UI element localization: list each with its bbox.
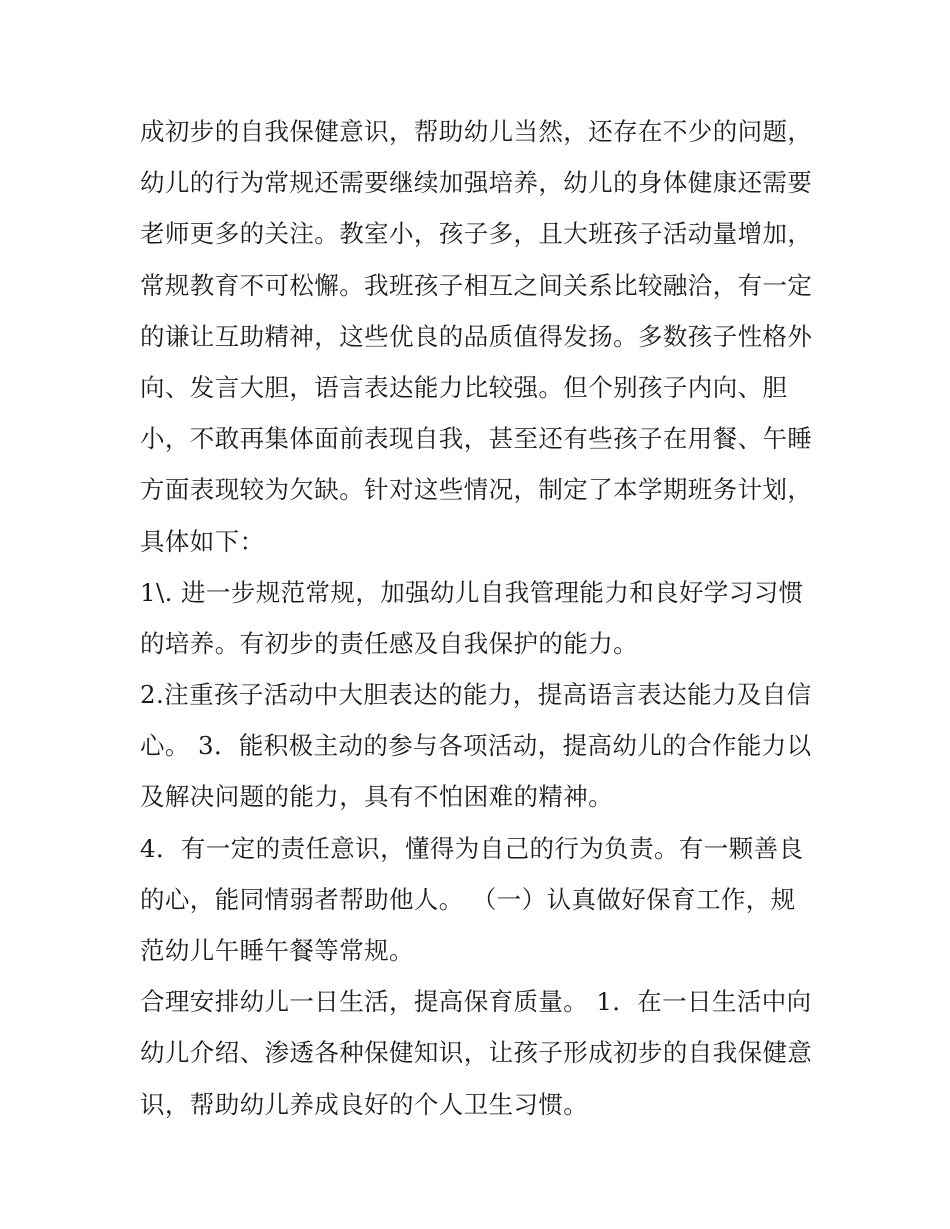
text-line: 范幼儿午睡午餐等常规。 xyxy=(140,936,414,965)
text-line: 老师更多的关注。教室小，孩子多，且大班孩子活动量增加， xyxy=(140,219,813,249)
text-line: 的心，能同情弱者帮助他人。 （一）认真做好保育工作，规 xyxy=(140,884,796,914)
text-line: 向、发言大胆，语言表达能力比较强。但个别孩子内向、胆 xyxy=(140,372,788,402)
text-line: 心。 3．能积极主动的参与各项活动，提高幼儿的合作能力以 xyxy=(140,731,812,761)
text-line: 成初步的自我保健意识，帮助幼儿当然，还存在不少的问题， xyxy=(140,117,813,146)
text-line: 的培养。有初步的责任感及自我保护的能力。 xyxy=(140,628,638,658)
text-line: 及解决问题的能力，具有不怕困难的精神。 xyxy=(140,782,614,812)
document-body xyxy=(140,106,820,1130)
text-line: 幼儿介绍、渗透各种保健知识，让孩子形成初步的自我保健意 xyxy=(140,1038,813,1068)
text-line: 具体如下： xyxy=(140,526,265,556)
text-line: 识，帮助幼儿养成良好的个人卫生习惯。 xyxy=(140,1089,589,1119)
text-line: 1\. 进一步规范常规，加强幼儿自我管理能力和良好学习习惯 xyxy=(140,577,804,607)
text-line: 的谦让互助精神，这些优良的品质值得发扬。多数孩子性格外 xyxy=(140,321,813,351)
text-line: 方面表现较为欠缺。针对这些情况，制定了本学期班务计划， xyxy=(140,475,813,505)
text-line: 4．有一定的责任意识，懂得为自己的行为负责。有一颗善良 xyxy=(140,833,804,863)
text-line: 常规教育不可松懈。我班孩子相互之间关系比较融洽，有一定 xyxy=(140,270,813,300)
text-line: 合理安排幼儿一日生活，提高保育质量。 1．在一日生活中向 xyxy=(140,987,812,1017)
text-line: 幼儿的行为常规还需要继续加强培养，幼儿的身体健康还需要 xyxy=(140,168,813,198)
text-line: 2.注重孩子活动中大胆表达的能力，提高语言表达能力及自信 xyxy=(140,680,812,710)
text-line: 小，不敢再集体面前表现自我，甚至还有些孩子在用餐、午睡 xyxy=(140,424,813,454)
